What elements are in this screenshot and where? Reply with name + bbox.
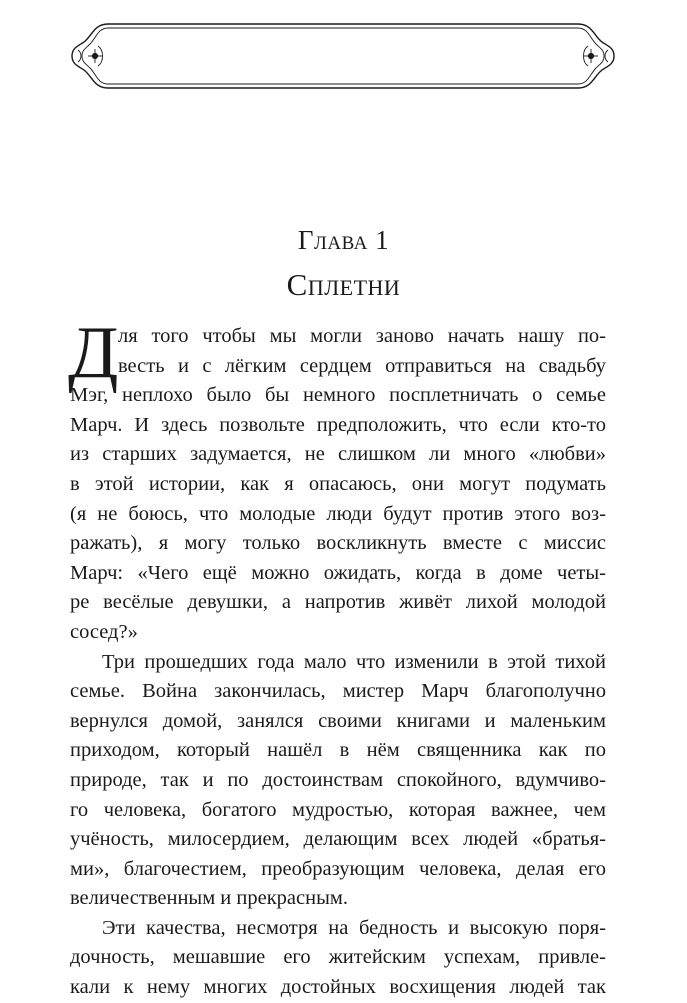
text-line: приходом, который нашёл в нём священника как по bbox=[70, 739, 606, 762]
text-line: Марч. И здесь позвольте предположить, что если кто-то bbox=[70, 413, 606, 436]
chapter-heading bbox=[0, 222, 687, 304]
text-line: весть и с лёгким сердцем отправиться на свадьбу bbox=[118, 354, 606, 377]
text-line: го человека, богатого мудростью, которая важнее, чем bbox=[70, 798, 606, 821]
text-line: Три прошедших года мало что изменили в этой тихой bbox=[102, 650, 606, 673]
text-line: ражать), я могу только воскликнуть вместе с миссис bbox=[70, 532, 606, 555]
text-line: из старших задумается, не слишком ли много «любви» bbox=[70, 443, 606, 466]
text-line: ре весёлые девушки, а напротив живёт лихой молодой bbox=[70, 591, 606, 614]
chapter-number: Глава 1 bbox=[297, 225, 390, 255]
chapter-title: Сплетни bbox=[286, 267, 401, 302]
text-line: ми», благочестием, преобразующим человека, делая его bbox=[70, 857, 606, 880]
text-line: сосед?» bbox=[70, 620, 138, 643]
text-line: в этой истории, как я опасаюсь, они могут подумать bbox=[70, 472, 606, 495]
text-line: величественным и прекрасным. bbox=[70, 887, 348, 910]
text-line: Мэг, неплохо было бы немного посплетничать о семье bbox=[70, 384, 606, 407]
text-line: (я не боюсь, что молодые люди будут против этого воз- bbox=[70, 502, 606, 525]
ornament-frame-icon bbox=[68, 20, 618, 92]
text-line: ля того чтобы мы могли заново начать нашу по- bbox=[118, 325, 606, 347]
text-line: дочность, мешавшие его житейским успехам, привле- bbox=[70, 946, 606, 969]
text-line: вернулся домой, занялся своими книгами и маленьким bbox=[70, 709, 606, 732]
paragraph-1 bbox=[68, 312, 606, 648]
chapter-text bbox=[68, 312, 606, 1003]
text-line: учёность, милосердием, делающим всех людей «братья- bbox=[70, 828, 606, 851]
text-line: Марч: «Чего ещё можно ожидать, когда в доме четы- bbox=[70, 561, 606, 584]
decorative-header-frame bbox=[68, 20, 618, 92]
drop-cap: Д bbox=[68, 312, 119, 394]
paragraph-3 bbox=[70, 914, 606, 1003]
text-line: Эти качества, несмотря на бедность и высокую поря- bbox=[102, 916, 606, 939]
text-line: семье. Война закончилась, мистер Марч благополучно bbox=[70, 680, 606, 703]
text-line: кали к нему многих достойных восхищения людей так bbox=[70, 976, 606, 999]
text-line: природе, так и по достоинствам спокойного, вдумчиво- bbox=[70, 768, 606, 791]
paragraph-2 bbox=[70, 648, 606, 914]
